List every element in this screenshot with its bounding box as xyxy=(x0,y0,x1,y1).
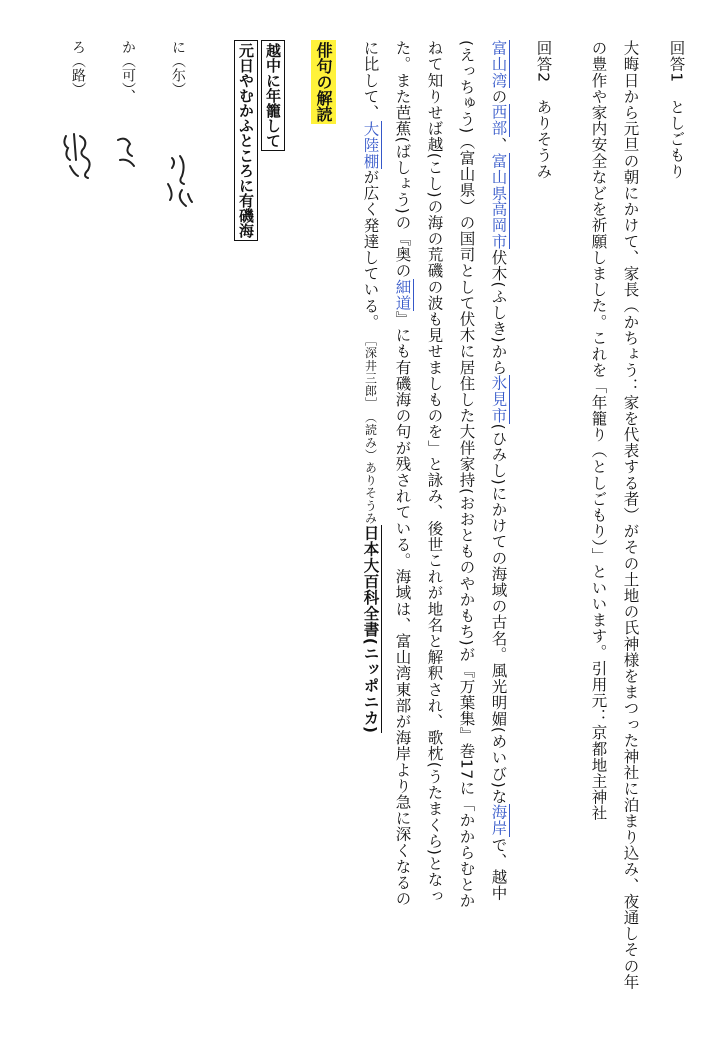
answer2-line1 xyxy=(490,40,506,901)
author-credit: ［深井三郎］ xyxy=(363,339,378,410)
link-west[interactable]: 西部 xyxy=(489,104,508,137)
text-segment: に比して、 xyxy=(361,40,380,121)
answer2-line4 xyxy=(394,40,410,907)
link-hosomichi[interactable]: 細道 xyxy=(393,278,412,311)
link-coast[interactable]: 海岸 xyxy=(489,804,508,837)
link-takaoka[interactable]: 高岡市 xyxy=(489,201,508,250)
text-segment: 』にも有磯海の句が残されている。海域は、富山湾東部が海岸より急に深くなるの xyxy=(393,310,412,907)
text-segment: で、越中 xyxy=(489,836,508,902)
answer2-line3: ねて知りせば越(こし)の海の荒磯の波も見せましものを」と詠み、後世これが地名と解釈され、歌枕(うたまくら)となっ xyxy=(425,40,444,904)
source-citation: 日本大百科全書(ニッポニカ) xyxy=(361,524,380,734)
haiku-line1 xyxy=(263,40,284,151)
cursive-ni-glyph xyxy=(160,154,196,210)
answer2-line5 xyxy=(362,40,378,733)
link-toyama-bay[interactable]: 富山湾 xyxy=(489,40,508,89)
haiku-heading xyxy=(312,40,335,124)
kana-row-ni: に（尓） xyxy=(170,40,186,96)
link-himi[interactable]: 氷見市 xyxy=(489,375,508,424)
cursive-ro-glyph xyxy=(58,130,98,180)
answer1-line1: 大晦日から元旦の朝にかけて、家長（かちょう：家を代表する者）がその土地の氏神様をまつった神社に泊まり込み、夜通しその年 xyxy=(621,40,640,990)
haiku-heading-text: 俳句の解読 xyxy=(311,40,336,124)
link-toyama-pref[interactable]: 富山県 xyxy=(489,152,508,202)
haiku-line1-text: 越中に年籠して xyxy=(261,40,285,151)
text-segment: (ひみし)にかけての海域の古名。風光明媚(めいび)な xyxy=(489,423,508,805)
link-continental-shelf[interactable]: 大陸棚 xyxy=(361,120,380,169)
answer1-label: 回答1 としごもり xyxy=(667,40,686,180)
kana-row-ka: か（可）、 xyxy=(120,40,136,103)
text-segment: の xyxy=(489,88,508,105)
haiku-line2-text: 元日やむかふところに有磯海 xyxy=(234,40,258,241)
answer2-label: 回答2 ありそうみ xyxy=(534,40,553,180)
text-segment: が広く発達している。 xyxy=(361,168,380,330)
reading-note: （読み）ありそうみ xyxy=(363,417,378,525)
answer1-line2: の豊作や家内安全などを祈願しました。これを「年籠り（としごもり）」といいます。引用元：京都地主神社 xyxy=(589,40,608,822)
answer2-line2: (えっちゅう)（富山県）の国司として伏木に居住した大伴家持(おおとものやかもち)が『万葉集』巻17に「かからむとか xyxy=(457,40,476,909)
cursive-ka-glyph xyxy=(112,132,142,172)
kana-row-ro: ろ（路） xyxy=(70,40,86,96)
haiku-line2 xyxy=(236,40,257,241)
text-segment: 、 xyxy=(489,136,508,153)
text-segment: た。また芭蕉(ばしょう)の『奥の xyxy=(393,40,412,279)
text-segment: 伏木(ふしき)から xyxy=(489,249,508,376)
